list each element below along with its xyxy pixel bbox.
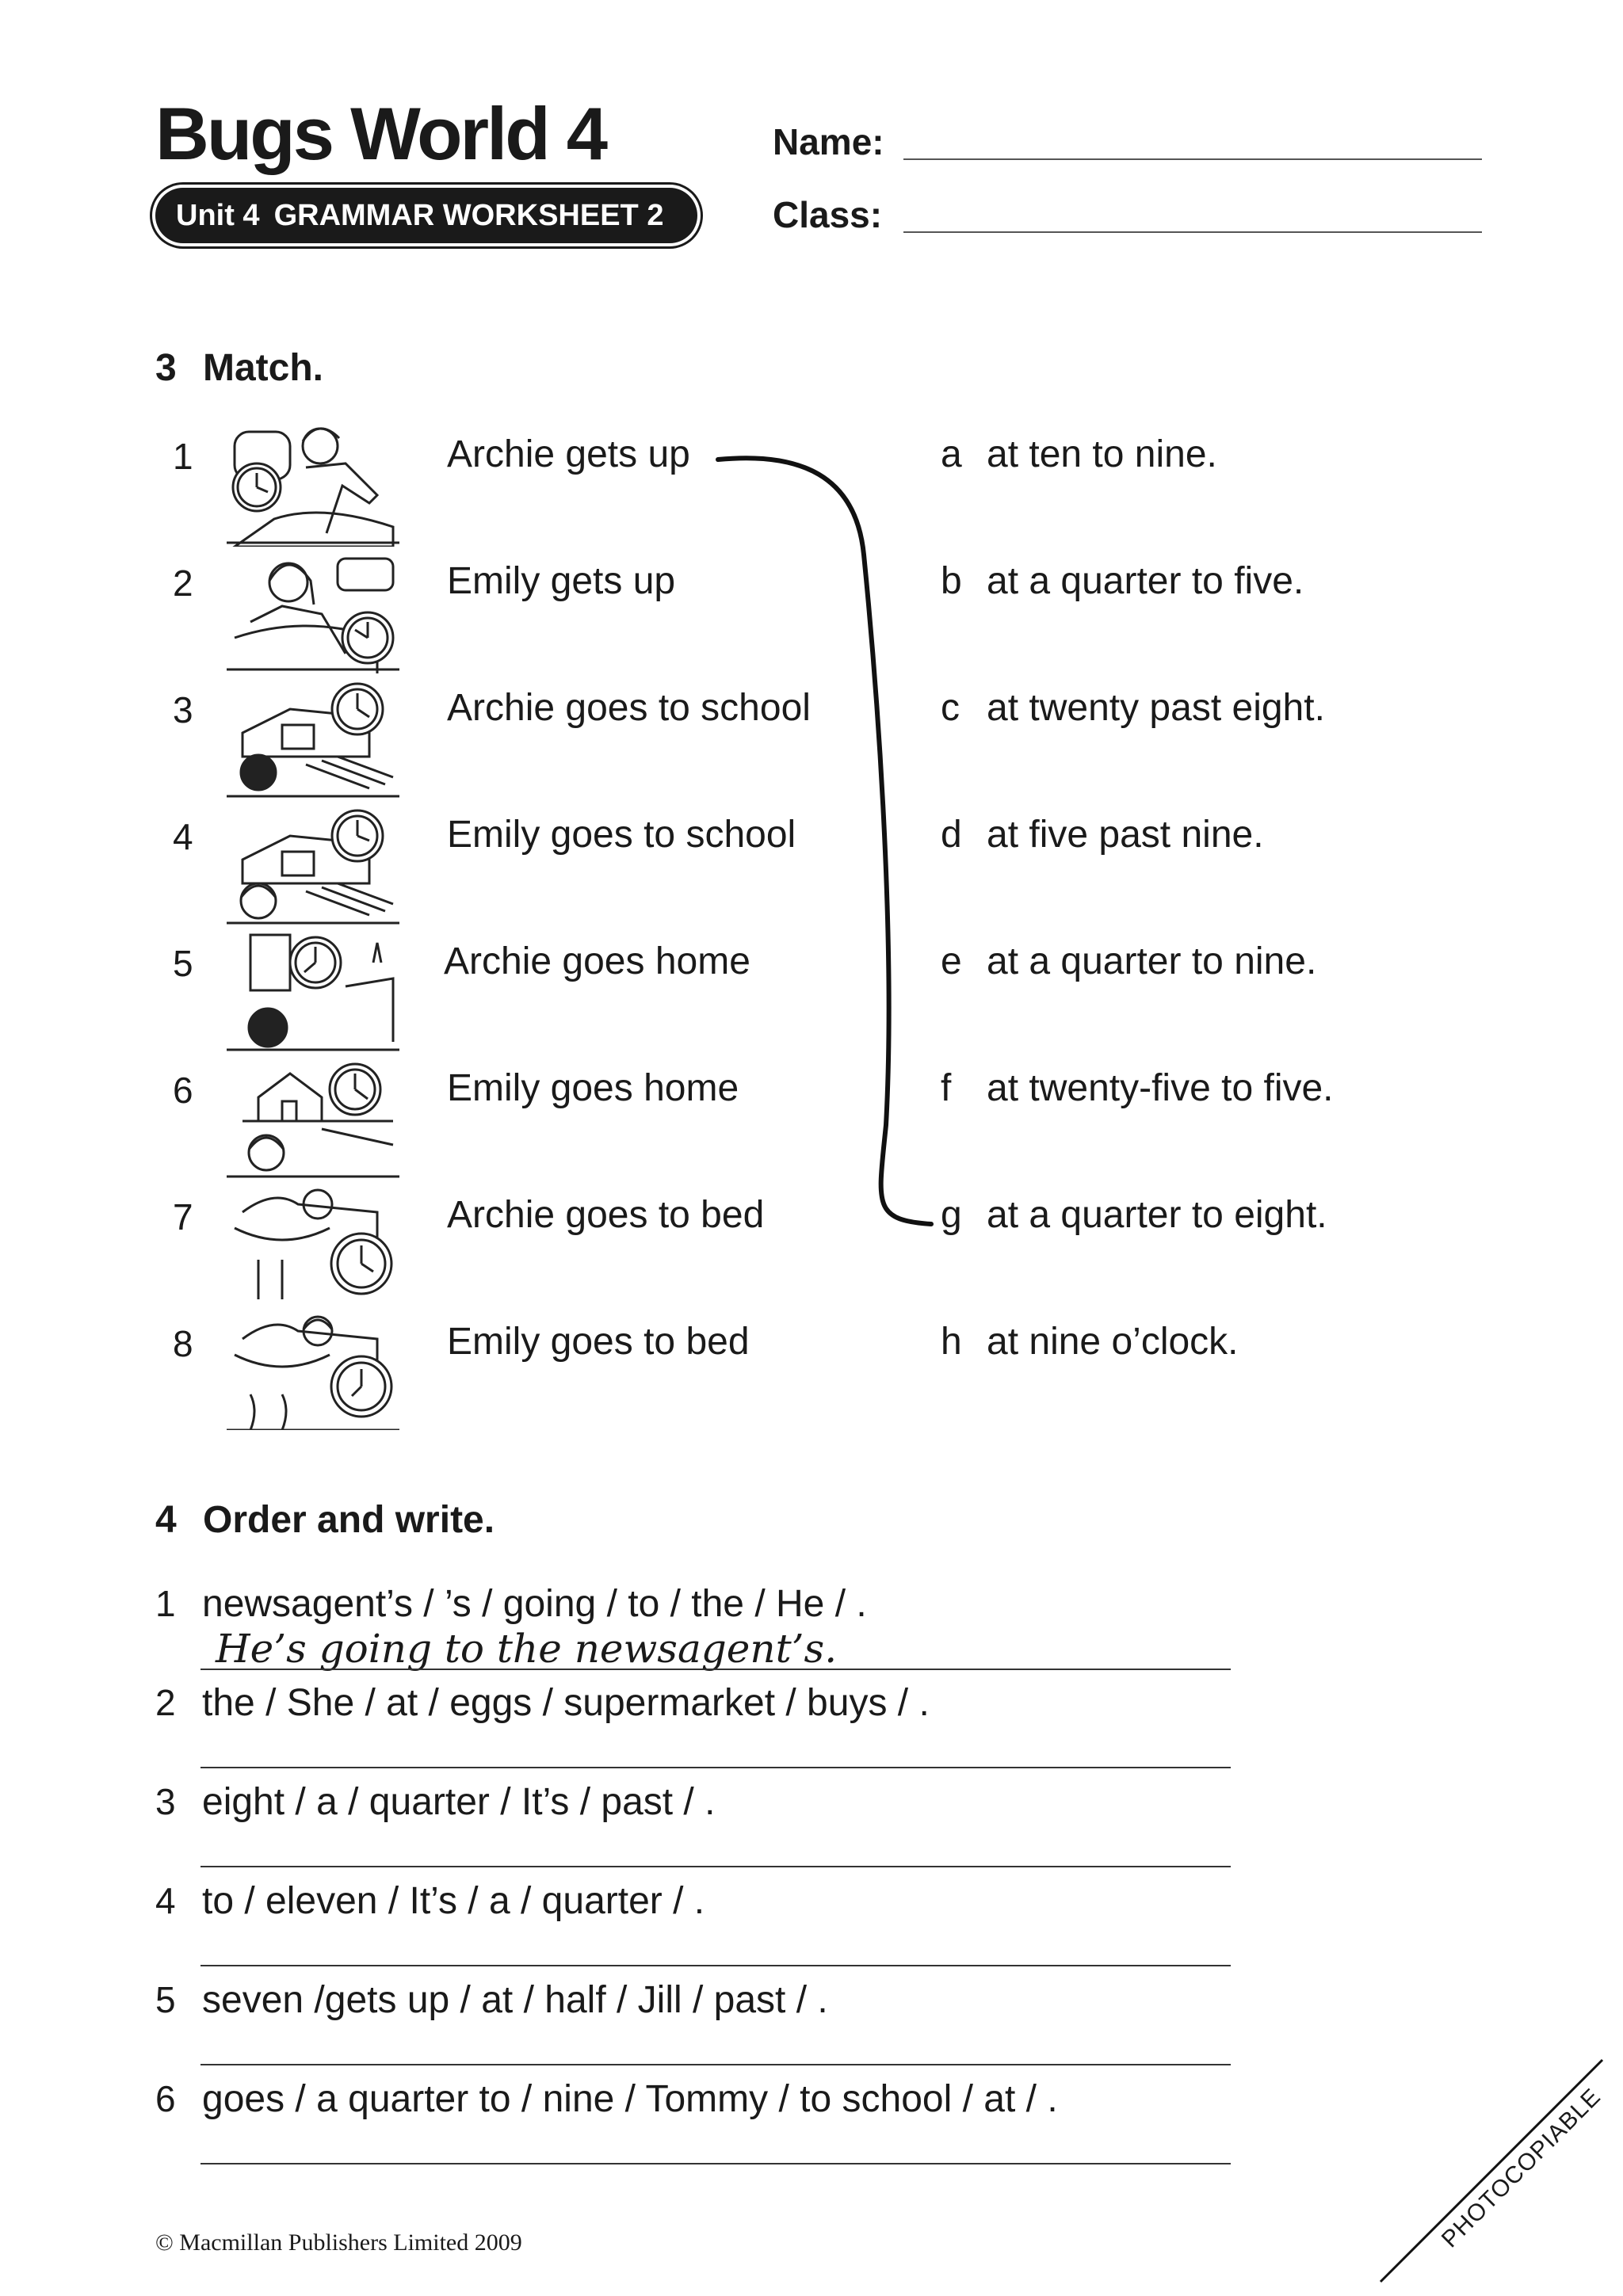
unit-label: Unit 4 [176, 198, 260, 232]
match-item-text: Emily goes to school [447, 814, 796, 856]
option-letter: g [941, 1194, 962, 1236]
order-item-number: 4 [155, 1880, 176, 1921]
order-item-prompt: eight / a / quarter / It’s / past / . [202, 1781, 716, 1823]
option-text: at a quarter to nine. [987, 940, 1317, 982]
order-item-prompt: newsagent’s / ’s / going / to / the / He / . [202, 1583, 867, 1625]
option-text: at a quarter to eight. [987, 1194, 1327, 1236]
option-text: at five past nine. [987, 814, 1264, 856]
match-item-number: 3 [173, 689, 193, 730]
order-item-prompt: to / eleven / It’s / a / quarter / . [202, 1880, 705, 1922]
match-item-number: 6 [173, 1070, 193, 1111]
exercise-instruction: Order and write. [203, 1499, 495, 1541]
worksheet-title: Bugs World 4 [155, 92, 606, 175]
option-text: at twenty past eight. [987, 687, 1325, 729]
order-item-prompt: goes / a quarter to / nine / Tommy / to school / at / . [202, 2078, 1058, 2120]
option-letter: a [941, 433, 962, 475]
match-item-text: Archie goes home [444, 940, 750, 982]
class-label: Class: [773, 194, 883, 235]
exercise-number: 3 [155, 347, 177, 389]
order-item-number: 6 [155, 2078, 176, 2119]
order-item-number: 2 [155, 1682, 176, 1723]
option-letter: b [941, 560, 962, 602]
match-item-text: Emily gets up [447, 560, 676, 602]
option-letter: d [941, 814, 962, 856]
match-item-text: Archie gets up [447, 433, 690, 475]
match-item-number: 2 [173, 563, 193, 604]
option-letter: e [941, 940, 962, 982]
exercise-instruction: Match. [203, 347, 324, 389]
match-item-number: 4 [173, 816, 193, 857]
option-letter: h [941, 1321, 962, 1363]
option-text: at twenty-five to five. [987, 1067, 1334, 1109]
exercise-number: 4 [155, 1499, 177, 1541]
option-text: at nine o’clock. [987, 1321, 1239, 1363]
option-letter: f [941, 1067, 952, 1109]
match-item-number: 1 [173, 436, 193, 477]
match-item-number: 7 [173, 1196, 193, 1238]
order-item-number: 1 [155, 1583, 176, 1624]
match-item-text: Emily goes home [447, 1067, 739, 1109]
order-item-answer[interactable]: He’s going to the newsagent’s. [216, 1626, 838, 1672]
option-text: at ten to nine. [987, 433, 1217, 475]
name-label: Name: [773, 121, 884, 162]
option-letter: c [941, 687, 960, 729]
copyright-notice: © Macmillan Publishers Limited 2009 [155, 2229, 522, 2256]
order-item-prompt: seven /gets up / at / half / Jill / past / . [202, 1979, 828, 2021]
match-item-text: Emily goes to bed [447, 1321, 750, 1363]
order-item-number: 5 [155, 1979, 176, 2020]
match-item-text: Archie goes to school [447, 687, 811, 729]
match-item-number: 5 [173, 943, 193, 984]
match-item-text: Archie goes to bed [447, 1194, 765, 1236]
order-item-number: 3 [155, 1781, 176, 1822]
option-text: at a quarter to five. [987, 560, 1304, 602]
match-item-number: 8 [173, 1323, 193, 1364]
worksheet-label: GRAMMAR WORKSHEET 2 [273, 198, 664, 232]
photocopiable-stamp: PHOTOCOPIABLE [1436, 2083, 1606, 2253]
order-item-prompt: the / She / at / eggs / supermarket / buys / . [202, 1682, 930, 1724]
